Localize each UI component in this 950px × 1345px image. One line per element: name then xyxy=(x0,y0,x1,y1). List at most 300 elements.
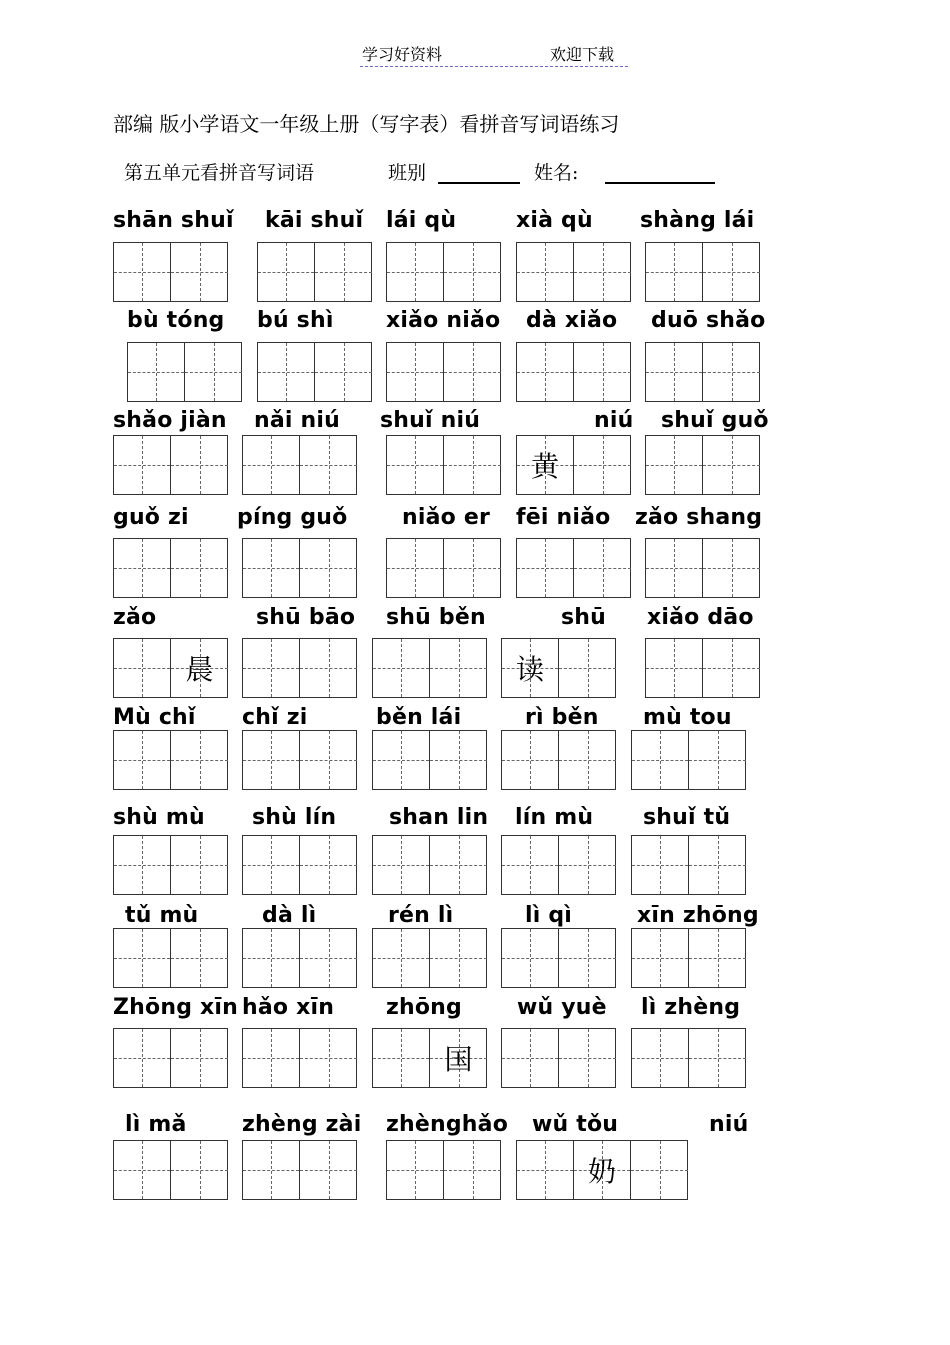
writing-cell[interactable] xyxy=(517,1141,574,1199)
cell-guide-horizontal xyxy=(574,465,631,466)
writing-grid[interactable] xyxy=(501,1028,616,1088)
header-right: 欢迎下载 xyxy=(550,45,615,64)
writing-grid[interactable] xyxy=(516,342,631,402)
cell-guide-horizontal xyxy=(300,668,357,669)
writing-cell[interactable] xyxy=(171,1029,228,1087)
page-title: 部编 版小学语文一年级上册（写字表）看拼音写词语练习 xyxy=(113,112,620,136)
writing-grid[interactable] xyxy=(113,835,228,895)
writing-cell[interactable] xyxy=(574,243,631,301)
given-character: 黄 xyxy=(530,450,559,483)
writing-cell[interactable] xyxy=(646,639,703,697)
cell-guide-horizontal xyxy=(387,1170,443,1171)
cell-guide-horizontal xyxy=(632,760,688,761)
cell-guide-horizontal xyxy=(387,568,443,569)
pinyin-label: nǎi niú xyxy=(254,408,340,433)
cell-guide-horizontal xyxy=(517,372,573,373)
pinyin-label: bú shì xyxy=(257,308,334,333)
writing-grid[interactable] xyxy=(516,242,631,302)
writing-cell[interactable] xyxy=(114,639,171,697)
cell-guide-horizontal xyxy=(300,865,357,866)
writing-cell[interactable] xyxy=(517,343,574,401)
writing-grid[interactable] xyxy=(516,538,631,598)
writing-cell[interactable] xyxy=(114,836,171,894)
cell-guide-horizontal xyxy=(502,1058,558,1059)
cell-guide-horizontal xyxy=(517,568,573,569)
cell-guide-horizontal xyxy=(243,958,299,959)
writing-cell[interactable] xyxy=(171,243,228,301)
pinyin-label: píng guǒ xyxy=(237,505,348,530)
writing-cell[interactable] xyxy=(373,929,430,987)
cell-guide-horizontal xyxy=(430,760,487,761)
writing-grid[interactable] xyxy=(113,1028,228,1088)
cell-guide-horizontal xyxy=(171,272,228,273)
pinyin-label: bù tóng xyxy=(127,308,225,333)
cell-guide-horizontal xyxy=(646,465,702,466)
cell-guide-horizontal xyxy=(373,760,429,761)
cell-guide-horizontal xyxy=(373,1058,429,1059)
writing-cell[interactable] xyxy=(300,836,357,894)
writing-cell[interactable] xyxy=(171,639,228,697)
pinyin-label: shuǐ guǒ xyxy=(661,408,769,433)
cell-guide-horizontal xyxy=(574,272,631,273)
writing-cell[interactable] xyxy=(703,639,760,697)
writing-cell[interactable] xyxy=(387,1141,444,1199)
writing-cell[interactable] xyxy=(703,436,760,494)
pinyin-label: niú xyxy=(594,408,634,433)
cell-guide-horizontal xyxy=(559,865,616,866)
writing-cell[interactable] xyxy=(300,436,357,494)
cell-guide-horizontal xyxy=(171,865,228,866)
unit-label: 第五单元看拼音写词语 xyxy=(124,162,315,184)
header-left: 学习好资料 xyxy=(362,45,443,64)
writing-cell[interactable] xyxy=(631,1141,688,1199)
pinyin-label: shù lín xyxy=(252,805,337,830)
pinyin-label: dà lì xyxy=(262,903,317,928)
writing-cell[interactable] xyxy=(559,731,616,789)
writing-cell[interactable] xyxy=(373,836,430,894)
cell-guide-horizontal xyxy=(171,1170,228,1171)
writing-grid[interactable] xyxy=(631,730,746,790)
writing-cell[interactable] xyxy=(243,1141,300,1199)
cell-guide-horizontal xyxy=(373,958,429,959)
given-character: 国 xyxy=(444,1043,473,1076)
cell-guide-horizontal xyxy=(243,568,299,569)
writing-cell[interactable] xyxy=(114,929,171,987)
writing-cell[interactable] xyxy=(444,539,501,597)
pinyin-label: zhènghǎo xyxy=(386,1112,509,1137)
writing-cell[interactable] xyxy=(258,243,315,301)
pinyin-label: zhōng xyxy=(386,995,462,1020)
writing-grid[interactable] xyxy=(645,242,760,302)
cell-guide-horizontal xyxy=(114,958,170,959)
pinyin-label: zǎo xyxy=(113,605,157,630)
writing-grid[interactable] xyxy=(242,1028,357,1088)
cell-guide-horizontal xyxy=(300,465,357,466)
writing-cell[interactable] xyxy=(300,731,357,789)
cell-guide-horizontal xyxy=(258,272,314,273)
pinyin-label: shuǐ tǔ xyxy=(643,805,731,830)
writing-cell[interactable] xyxy=(559,836,616,894)
writing-cell[interactable] xyxy=(559,929,616,987)
writing-cell[interactable] xyxy=(300,1029,357,1087)
pinyin-label: guǒ zi xyxy=(113,505,189,530)
writing-grid[interactable] xyxy=(113,638,228,698)
cell-guide-horizontal xyxy=(444,465,501,466)
page-header xyxy=(360,42,628,67)
writing-cell[interactable] xyxy=(430,836,487,894)
writing-cell[interactable] xyxy=(171,1141,228,1199)
writing-cell[interactable] xyxy=(703,343,760,401)
pinyin-label: lì qì xyxy=(525,903,573,928)
cell-guide-horizontal xyxy=(430,958,487,959)
pinyin-label: shū běn xyxy=(386,605,486,630)
writing-grid[interactable] xyxy=(501,730,616,790)
writing-grid[interactable] xyxy=(386,538,501,598)
writing-cell[interactable] xyxy=(689,1029,746,1087)
writing-cell[interactable] xyxy=(171,436,228,494)
writing-cell[interactable] xyxy=(243,639,300,697)
writing-grid[interactable] xyxy=(645,435,760,495)
cell-guide-horizontal xyxy=(114,272,170,273)
writing-cell[interactable] xyxy=(128,343,185,401)
pinyin-label: běn lái xyxy=(376,705,462,730)
cell-guide-horizontal xyxy=(114,760,170,761)
cell-guide-horizontal xyxy=(300,958,357,959)
cell-guide-horizontal xyxy=(689,760,746,761)
writing-cell[interactable] xyxy=(574,436,631,494)
cell-guide-horizontal xyxy=(315,272,372,273)
writing-grid[interactable] xyxy=(113,242,228,302)
writing-cell[interactable] xyxy=(502,639,559,697)
writing-cell[interactable] xyxy=(387,343,444,401)
pinyin-label: shǎo jiàn xyxy=(113,408,227,433)
writing-cell[interactable] xyxy=(502,731,559,789)
writing-cell[interactable] xyxy=(387,539,444,597)
cell-guide-horizontal xyxy=(300,760,357,761)
cell-guide-horizontal xyxy=(114,1058,170,1059)
pinyin-label: xiǎo dāo xyxy=(647,605,754,630)
writing-cell[interactable] xyxy=(171,731,228,789)
writing-grid[interactable] xyxy=(501,835,616,895)
cell-guide-horizontal xyxy=(114,465,170,466)
cell-guide-horizontal xyxy=(373,865,429,866)
pinyin-label: shuǐ niú xyxy=(380,408,481,433)
pinyin-label: xiǎo niǎo xyxy=(386,308,501,333)
cell-guide-horizontal xyxy=(300,568,357,569)
cell-guide-horizontal xyxy=(243,465,299,466)
pinyin-label: shān shuǐ xyxy=(113,208,234,233)
pinyin-label: wǔ yuè xyxy=(517,995,607,1020)
cell-guide-horizontal xyxy=(646,668,702,669)
cell-guide-horizontal xyxy=(387,465,443,466)
cell-guide-horizontal xyxy=(300,1170,357,1171)
pinyin-label: xīn zhōng xyxy=(637,903,759,928)
writing-cell[interactable] xyxy=(315,343,372,401)
writing-grid[interactable] xyxy=(372,638,487,698)
writing-grid[interactable] xyxy=(257,342,372,402)
writing-grid[interactable] xyxy=(386,1140,501,1200)
writing-cell[interactable] xyxy=(114,731,171,789)
cell-guide-horizontal xyxy=(387,272,443,273)
writing-cell[interactable] xyxy=(171,539,228,597)
pinyin-label: mù tou xyxy=(643,705,732,730)
pinyin-label: Zhōng xīn xyxy=(113,995,238,1020)
writing-cell[interactable] xyxy=(171,929,228,987)
writing-cell[interactable] xyxy=(646,243,703,301)
writing-cell[interactable] xyxy=(114,1141,171,1199)
pinyin-label: lái qù xyxy=(386,208,457,233)
writing-grid[interactable] xyxy=(372,1028,487,1088)
pinyin-label: xià qù xyxy=(516,208,593,233)
writing-grid[interactable] xyxy=(372,928,487,988)
cell-guide-horizontal xyxy=(243,668,299,669)
writing-cell[interactable] xyxy=(258,343,315,401)
writing-cell[interactable] xyxy=(300,929,357,987)
writing-cell[interactable] xyxy=(243,1029,300,1087)
writing-cell[interactable] xyxy=(300,639,357,697)
writing-grid[interactable] xyxy=(645,538,760,598)
writing-cell[interactable] xyxy=(502,836,559,894)
writing-grid[interactable] xyxy=(257,242,372,302)
pinyin-label: fēi niǎo xyxy=(516,505,611,530)
pinyin-label: shù mù xyxy=(113,805,205,830)
writing-grid[interactable] xyxy=(242,538,357,598)
pinyin-label: duō shǎo xyxy=(651,308,766,333)
writing-cell[interactable] xyxy=(243,731,300,789)
cell-guide-horizontal xyxy=(703,568,760,569)
writing-grid[interactable] xyxy=(242,835,357,895)
writing-cell[interactable] xyxy=(444,436,501,494)
writing-grid[interactable] xyxy=(242,638,357,698)
cell-guide-horizontal xyxy=(114,568,170,569)
writing-grid[interactable] xyxy=(645,342,760,402)
pinyin-label: shū bāo xyxy=(256,605,356,630)
writing-cell[interactable] xyxy=(243,539,300,597)
writing-grid[interactable] xyxy=(516,1140,688,1200)
writing-grid[interactable] xyxy=(516,435,631,495)
writing-grid[interactable] xyxy=(242,928,357,988)
cell-guide-horizontal xyxy=(559,958,616,959)
cell-guide-horizontal xyxy=(430,668,487,669)
cell-guide-horizontal xyxy=(646,568,702,569)
writing-cell[interactable] xyxy=(373,731,430,789)
pinyin-label: dà xiǎo xyxy=(526,308,618,333)
cell-guide-horizontal xyxy=(703,372,760,373)
cell-guide-horizontal xyxy=(703,272,760,273)
cell-guide-horizontal xyxy=(444,272,501,273)
cell-guide-horizontal xyxy=(689,958,746,959)
writing-cell[interactable] xyxy=(574,539,631,597)
writing-cell[interactable] xyxy=(114,436,171,494)
writing-cell[interactable] xyxy=(574,343,631,401)
writing-grid[interactable] xyxy=(113,928,228,988)
cell-guide-horizontal xyxy=(517,1170,573,1171)
cell-guide-horizontal xyxy=(632,1058,688,1059)
writing-cell[interactable] xyxy=(430,1029,487,1087)
cell-guide-horizontal xyxy=(243,760,299,761)
cell-guide-horizontal xyxy=(517,272,573,273)
cell-guide-horizontal xyxy=(315,372,372,373)
writing-grid[interactable] xyxy=(631,835,746,895)
writing-grid[interactable] xyxy=(127,342,242,402)
cell-guide-horizontal xyxy=(574,372,631,373)
writing-cell[interactable] xyxy=(315,243,372,301)
writing-grid[interactable] xyxy=(501,638,616,698)
cell-guide-horizontal xyxy=(502,865,558,866)
writing-cell[interactable] xyxy=(632,731,689,789)
pinyin-label: rén lì xyxy=(388,903,454,928)
cell-guide-horizontal xyxy=(444,372,501,373)
writing-cell[interactable] xyxy=(444,1141,501,1199)
writing-cell[interactable] xyxy=(646,343,703,401)
writing-cell[interactable] xyxy=(430,639,487,697)
pinyin-label: lì zhèng xyxy=(641,995,741,1020)
cell-guide-horizontal xyxy=(171,465,228,466)
writing-grid[interactable] xyxy=(113,1140,228,1200)
writing-cell[interactable] xyxy=(243,929,300,987)
cell-guide-horizontal xyxy=(430,865,487,866)
cell-guide-horizontal xyxy=(703,668,760,669)
writing-cell[interactable] xyxy=(430,929,487,987)
pinyin-label: tǔ mù xyxy=(125,903,199,928)
writing-grid[interactable] xyxy=(631,1028,746,1088)
writing-grid[interactable] xyxy=(242,435,357,495)
cell-guide-horizontal xyxy=(300,1058,357,1059)
pinyin-label: lín mù xyxy=(515,805,594,830)
writing-cell[interactable] xyxy=(387,243,444,301)
pinyin-label: zǎo shang xyxy=(635,505,763,530)
cell-guide-horizontal xyxy=(128,372,184,373)
writing-grid[interactable] xyxy=(113,538,228,598)
writing-cell[interactable] xyxy=(703,243,760,301)
cell-guide-horizontal xyxy=(444,568,501,569)
cell-guide-horizontal xyxy=(559,1058,616,1059)
pinyin-label: kāi shuǐ xyxy=(265,208,364,233)
class-blank[interactable] xyxy=(438,160,520,184)
cell-guide-horizontal xyxy=(689,1058,746,1059)
name-blank[interactable] xyxy=(605,160,715,184)
writing-cell[interactable] xyxy=(517,243,574,301)
writing-cell[interactable] xyxy=(689,929,746,987)
pinyin-label: shàng lái xyxy=(640,208,755,233)
cell-guide-horizontal xyxy=(632,865,688,866)
writing-grid[interactable] xyxy=(386,342,501,402)
writing-cell[interactable] xyxy=(444,343,501,401)
cell-guide-horizontal xyxy=(114,865,170,866)
writing-cell[interactable] xyxy=(517,539,574,597)
writing-cell[interactable] xyxy=(703,539,760,597)
cell-guide-horizontal xyxy=(171,760,228,761)
pinyin-label: wǔ tǒu xyxy=(532,1112,619,1137)
writing-cell[interactable] xyxy=(243,836,300,894)
pinyin-label: shū xyxy=(561,605,607,630)
pinyin-label: Mù chǐ xyxy=(113,705,196,730)
writing-grid[interactable] xyxy=(386,242,501,302)
cell-guide-horizontal xyxy=(185,372,242,373)
writing-cell[interactable] xyxy=(646,539,703,597)
writing-cell[interactable] xyxy=(632,1029,689,1087)
writing-cell[interactable] xyxy=(387,436,444,494)
writing-cell[interactable] xyxy=(243,436,300,494)
writing-cell[interactable] xyxy=(114,539,171,597)
pinyin-label: niú xyxy=(709,1112,749,1137)
writing-cell[interactable] xyxy=(632,929,689,987)
writing-grid[interactable] xyxy=(501,928,616,988)
writing-cell[interactable] xyxy=(502,929,559,987)
cell-guide-horizontal xyxy=(689,865,746,866)
pinyin-label: niǎo er xyxy=(402,505,490,530)
given-character: 读 xyxy=(515,653,544,686)
writing-cell[interactable] xyxy=(114,1029,171,1087)
pinyin-label: lì mǎ xyxy=(125,1112,187,1137)
cell-guide-horizontal xyxy=(373,668,429,669)
cell-guide-horizontal xyxy=(559,760,616,761)
writing-cell[interactable] xyxy=(373,1029,430,1087)
cell-guide-horizontal xyxy=(114,1170,170,1171)
writing-cell[interactable] xyxy=(502,1029,559,1087)
writing-grid[interactable] xyxy=(645,638,760,698)
writing-cell[interactable] xyxy=(574,1141,631,1199)
writing-cell[interactable] xyxy=(185,343,242,401)
writing-cell[interactable] xyxy=(300,1141,357,1199)
pinyin-label: hǎo xīn xyxy=(242,995,335,1020)
name-label: 姓名: xyxy=(534,162,579,184)
cell-guide-horizontal xyxy=(559,668,616,669)
cell-guide-horizontal xyxy=(502,958,558,959)
pinyin-label: zhèng zài xyxy=(242,1112,362,1137)
writing-cell[interactable] xyxy=(517,436,574,494)
pinyin-label: shan lin xyxy=(389,805,489,830)
writing-cell[interactable] xyxy=(689,731,746,789)
writing-grid[interactable] xyxy=(631,928,746,988)
cell-guide-horizontal xyxy=(114,668,170,669)
cell-guide-horizontal xyxy=(243,1058,299,1059)
writing-cell[interactable] xyxy=(430,731,487,789)
given-character: 晨 xyxy=(185,653,214,686)
pinyin-label: chǐ zi xyxy=(242,705,308,730)
writing-cell[interactable] xyxy=(171,836,228,894)
cell-guide-horizontal xyxy=(243,1170,299,1171)
given-character: 奶 xyxy=(587,1155,616,1188)
writing-grid[interactable] xyxy=(113,730,228,790)
writing-cell[interactable] xyxy=(444,243,501,301)
writing-grid[interactable] xyxy=(372,835,487,895)
writing-cell[interactable] xyxy=(632,836,689,894)
writing-cell[interactable] xyxy=(114,243,171,301)
writing-cell[interactable] xyxy=(689,836,746,894)
cell-guide-horizontal xyxy=(502,760,558,761)
cell-guide-horizontal xyxy=(171,958,228,959)
writing-cell[interactable] xyxy=(559,639,616,697)
writing-cell[interactable] xyxy=(559,1029,616,1087)
writing-grid[interactable] xyxy=(386,435,501,495)
writing-cell[interactable] xyxy=(373,639,430,697)
writing-cell[interactable] xyxy=(300,539,357,597)
pinyin-label: rì běn xyxy=(525,705,599,730)
cell-guide-horizontal xyxy=(171,568,228,569)
cell-guide-horizontal xyxy=(646,372,702,373)
writing-cell[interactable] xyxy=(646,436,703,494)
cell-guide-horizontal xyxy=(387,372,443,373)
cell-guide-horizontal xyxy=(703,465,760,466)
cell-guide-horizontal xyxy=(574,568,631,569)
writing-grid[interactable] xyxy=(242,1140,357,1200)
writing-grid[interactable] xyxy=(372,730,487,790)
writing-grid[interactable] xyxy=(242,730,357,790)
cell-guide-horizontal xyxy=(444,1170,501,1171)
writing-grid[interactable] xyxy=(113,435,228,495)
class-label: 班别 xyxy=(388,162,427,184)
